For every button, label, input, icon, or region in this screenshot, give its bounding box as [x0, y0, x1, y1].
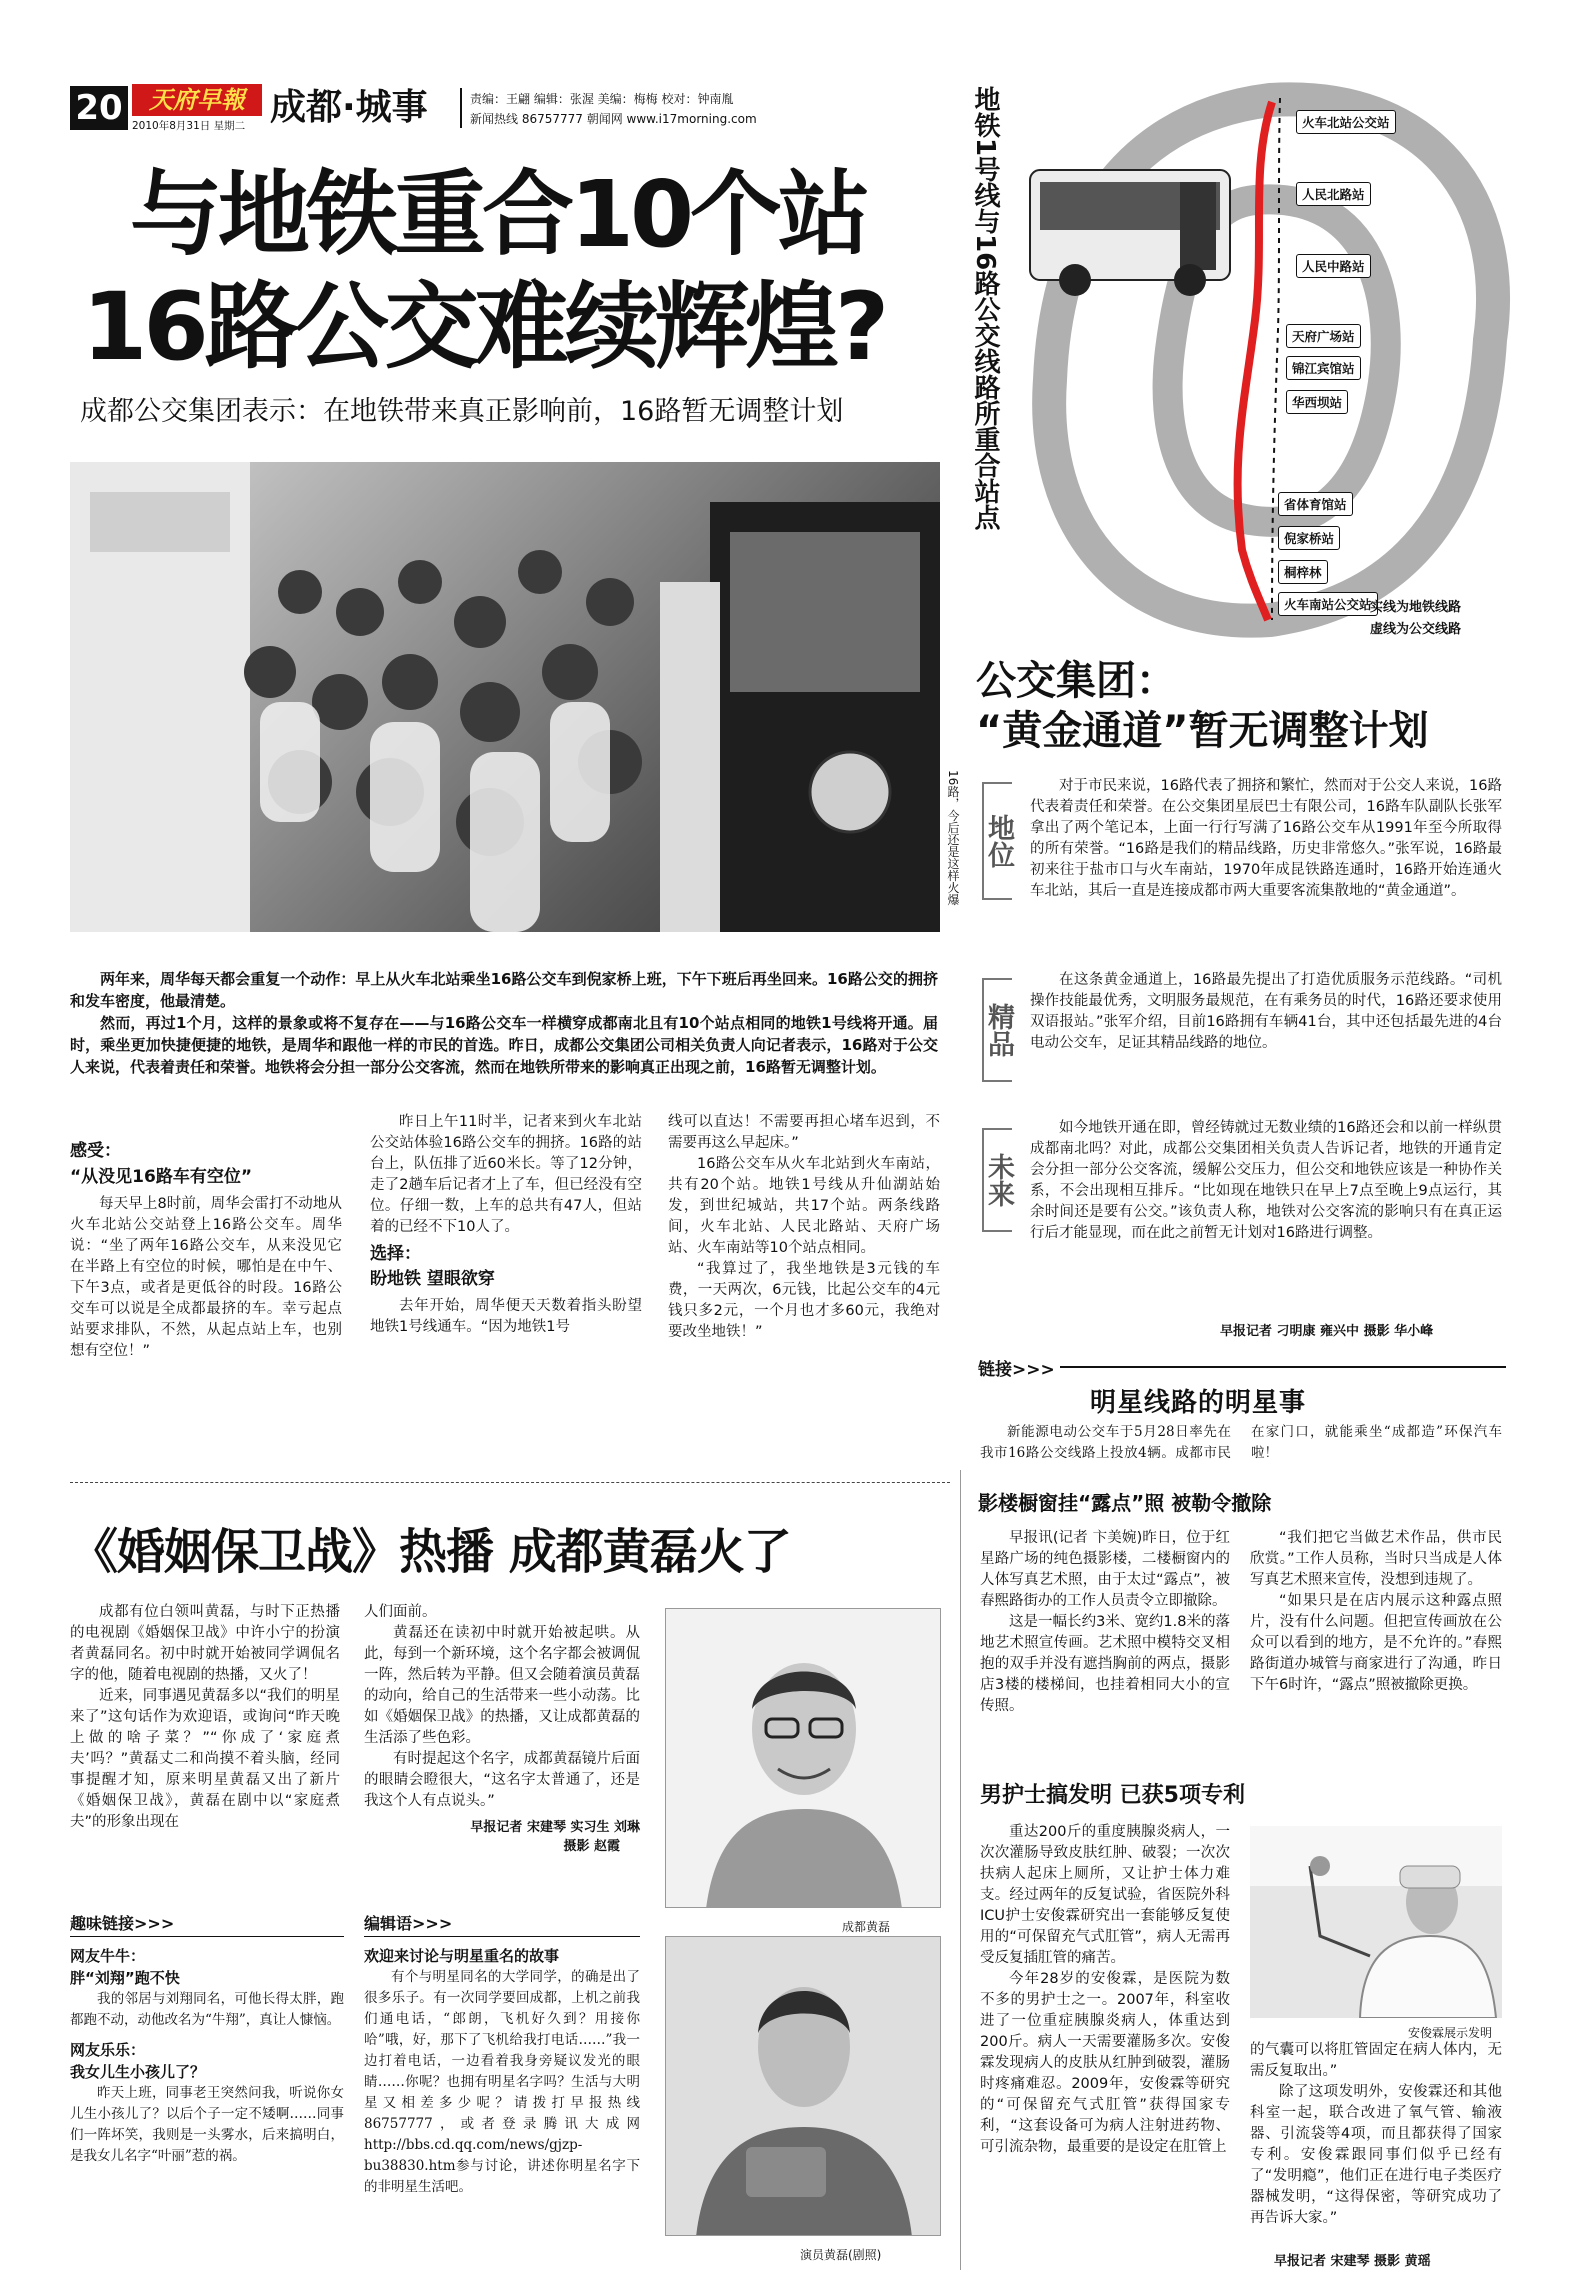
nurse-headline: 男护士搞发明 已获5项专利 [980, 1783, 1245, 1808]
lead-subtitle: 成都公交集团表示：在地铁带来真正影响前，16路暂无调整计划 [80, 396, 844, 427]
huanglei-headline: 《婚姻保卫战》热播 成都黄磊火了 [70, 1524, 791, 1580]
column-text: 每天早上8时前，周华会雷打不动地从火车北站公交站登上16路公交车。周华说：“坐了两年16路公交车，从来没见它在半路上有空位的时候，哪怕是在中午、下午3点，或者是更低谷的时段。16路公交车可以说是全成都最挤的车。幸亏起点站要求排队，不然，从起点站上车，也别想有空位！” [70, 1196, 342, 1359]
column-divider [960, 1470, 961, 2270]
fun-text: 昨天上班，同事老王突然问我，听说你女儿生小孩儿了？以后个子一定不矮啊……同事们一阵坏笑，我则是一头雾水，后来搞明白，是我女儿名字“叶丽”惹的祸。 [70, 2085, 344, 2164]
fun-links [70, 1912, 344, 2167]
column-text: “我算过了，我坐地铁是3元钱的车费，一天两次，6元钱，比起公交车的4元钱只多2元，一个月也才多60元，我绝对要改坐地铁！” [668, 1261, 940, 1340]
station-label: 火车南站公交站 [1278, 592, 1378, 616]
news-hotline: 新闻热线 86757777 朝闻网 www.i17morning.com [470, 112, 757, 126]
station-label: 人民中路站 [1296, 254, 1371, 278]
legend-dashed: 虚线为公交线路 [1370, 622, 1462, 637]
nurse-col1 [980, 1822, 1230, 2158]
link-title: 明星线路的明星事 [1090, 1388, 1307, 1418]
link-tag: 链接>>> [978, 1360, 1055, 1380]
station-label: 省体育馆站 [1278, 492, 1353, 516]
group-label-future: 未来 [982, 1128, 1012, 1232]
group-text-quality: 在这条黄金通道上，16路最先提出了打造优质服务示范线路。“司机操作技能最优秀，文明服务最规范，在有乘务员的时代，16路还要求使用双语报站。”张军介绍，目前16路拥有车辆41台，其中还包括最先进的4台电动公交车，足证其精品线路的地位。 [1030, 972, 1502, 1051]
story-text: 人们面前。 [364, 1604, 437, 1620]
shop-col2 [1250, 1528, 1502, 1696]
huanglei-photo2-caption: 演员黄磊(剧照) [800, 2248, 882, 2262]
editor-note-text: 有个与明星同名的大学同学，的确是出了很多乐子。有一次同学要回成都，上机之前我们通电话，“郎朗，飞机好久到？用接你哈”哦，好，那下了飞机给我打电话……”我一边打着电话，一边看着我身旁疑议发光的眼睛……你呢？也拥有明星名字吗？生活与大明星又相差多少呢？请拨打早报热线86757777，或者登录腾讯大成网http://bbs.cd.qq.com/news/gjzp-bu38830.htm参与讨论，讲述你明星名字下的非明星生活吧。 [364, 1969, 640, 2195]
station-label: 倪家桥站 [1278, 526, 1340, 550]
group-label-quality: 精品 [982, 978, 1012, 1082]
story-byline: 早报记者 宋建琴 实习生 刘琳 [470, 1820, 640, 1835]
masthead [70, 82, 840, 134]
crowd-bus-photo [70, 462, 940, 932]
section-divider [70, 1482, 950, 1483]
story-text: “我们把它当做艺术作品，供市民欣赏。”工作人员称，当时只当成是人体写真艺术照来宣传，没想到违规了。 [1250, 1530, 1502, 1588]
station-label: 锦江宾馆站 [1286, 356, 1361, 380]
huanglei-col1 [70, 1602, 340, 1833]
story-text: 这是一幅长约3米、宽约1.8米的落地艺术照宣传画。艺术照中模特交叉相抱的双手并没有遮挡胸前的两点，摄影店3楼的楼梯间，也挂着相同大小的宣传照。 [980, 1614, 1230, 1714]
story-text: 的气囊可以将肛管固定在病人体内，无需反复取出。” [1250, 2042, 1502, 2079]
station-label: 人民北路站 [1296, 182, 1371, 206]
huanglei-col2 [364, 1602, 640, 1854]
link-text: 新能源电动公交车于5月28日率先在我市16路公交线路上投放4辆。成都市民在家门口，就能乘坐“成都造”环保汽车啦！ [980, 1424, 1502, 1461]
huanglei-photo1-caption: 成都黄磊 [842, 1920, 891, 1934]
column-kicker: 感受： [70, 1141, 121, 1161]
route-map-title: 地铁1号线与16路公交线路所重合站点 [970, 86, 1000, 531]
fun-text: 我的邻居与刘翔同名，可他长得太胖，跑都跑不动，动他改名为“牛翔”，真让人慷恼。 [70, 1991, 344, 2028]
lead-column-2 [370, 1112, 642, 1338]
lead-column-3 [668, 1112, 940, 1343]
metro-line [1238, 102, 1272, 620]
legend-solid: 实线为地铁线路 [1370, 600, 1462, 615]
newspaper-logo: 天府早報 [132, 84, 262, 116]
section-title: 成都·城事 [270, 87, 428, 128]
route-map-graphic [1010, 80, 1530, 650]
lead-intro [70, 968, 938, 1078]
station-label: 华西坝站 [1286, 390, 1348, 414]
story-text: “如果只是在店内展示这种露点照片，没有什么问题。但把宣传画放在公众可以看到的地方，是不允许的。”春熙路街道办城管与商家进行了沟通，昨日下午6时许，“露点”照被撤除更换。 [1250, 1593, 1502, 1693]
fun-links-tag: 趣味链接>>> [70, 1912, 344, 1937]
link-rule [1060, 1366, 1506, 1368]
editor-note [364, 1912, 640, 2198]
column-heading: “从没见16路车有空位” [70, 1167, 253, 1187]
nurse-photo-caption: 安俊霖展示发明 [1408, 2026, 1493, 2040]
group-text-future: 如今地铁开通在即，曾经铸就过无数业绩的16路还会和以前一样纵贯成都南北吗？对此，成都公交集团相关负责人告诉记者，地铁的开通肯定会分担一部分公交客流，缓解公交压力，但公交和地铁应该是一种协作关系，不会出现相互排斥。“比如现在地铁只在早上7点至晚上9点运行，其余时间还是要有公交。”该负责人称，地铁对公交客流的影响只有在真正运行后才能显现，而在此之前暂无计划对16路进行调整。 [1030, 1120, 1502, 1241]
column-text: 昨日上午11时半，记者来到火车北站公交站体验16路公交车的拥挤。16路的站台上，队伍排了近60米长。等了12分钟，走了2趟车后记者才上了车，但已经没有空位。仔细一数，上车的总共有47人，但站着的已经不下10人了。 [370, 1114, 642, 1235]
story-text: 早报讯(记者 卞美婉)昨日，位于红星路广场的纯色摄影楼，二楼橱窗内的人体写真艺术照，由于太过“露点”，被春熙路街办的工作人员责令立即撤除。 [980, 1530, 1230, 1609]
station-label: 天府广场站 [1286, 324, 1361, 348]
lead-intro-paragraph: 两年来，周华每天都会重复一个动作：早上从火车北站乘坐16路公交车到倪家桥上班，下午下班后再坐回来。16路公交的拥挤和发车密度，他最清楚。 [70, 970, 938, 1010]
group-text-status: 对于市民来说，16路代表了拥挤和繁忙，然而对于公交人来说，16路代表着责任和荣誉。在公交集团星辰巴士有限公司，16路车队副队长张军拿出了两个笔记本，上面一行行写满了16路公交车从1991年至今所取得的所有荣誉。“16路是我们的精品线路，历史非常悠久。”张军说，16路最初来往于盐市口与火车南站，1970年成昆铁路连通时，16路开始连通火车北站，其后一直是连接成都市两大重要客流集散地的“黄金通道”。 [1030, 778, 1502, 899]
shop-headline: 影楼橱窗挂“露点”照 被勒令撤除 [978, 1491, 1272, 1515]
actor-photo [665, 1936, 941, 2236]
group-headline-line2: “黄金通道”暂无调整计划 [976, 708, 1429, 754]
story-text: 重达200斤的重度胰腺炎病人，一次次灌肠导致皮肤红肿、破裂；一次次扶病人起床上厕所，又让护士体力难支。经过两年的反复试验，省医院外科ICU护士安俊霖研究出一套能够反复使用的“可保留充气式肛管”，病人无需再受反复插肛管的痛苦。 [980, 1824, 1230, 1966]
story-text: 近来，同事遇见黄磊多以“我们的明星来了”这句话作为欢迎语，或询问“昨天晚上做的啥子菜？”“你成了‘家庭煮夫’吗？”黄磊丈二和尚摸不着头脑，经同事提醒才知，原来明星黄磊又出了新片《婚姻保卫战》，黄磊在剧中以“家庭煮夫”的形象出现在 [70, 1688, 340, 1830]
editor-note-tag: 编辑语>>> [364, 1912, 640, 1937]
editor-credits: 责编：王翩 编辑：张渥 美编：梅梅 校对：钟南胤 [470, 92, 734, 106]
story-text: 今年28岁的安俊霖，是医院为数不多的男护士之一。2007年，科室收进了一位重症胰腺炎病人，体重达到200斤。病人一天需要灌肠多次。安俊霖发现病人的皮肤从红肿到破裂，灌肠时疼痛难忍。2009年，安俊霖等研究的“可保留充气式肛管”获得国家专利，“这套设备可为病人注射进药物、可引流杂物，最重要的是设定在肛管上 [980, 1971, 1230, 2155]
lead-headline-line2: 16路公交难续辉煌? [82, 273, 886, 382]
story-text: 有时提起这个名字，成都黄磊镜片后面的眼睛会瞪很大，“这名字太普通了，还是我这个人有点说头。” [364, 1751, 640, 1809]
story-byline: 摄影 赵霞 [563, 1839, 620, 1854]
issue-date: 2010年8月31日 星期二 [132, 120, 246, 132]
lead-photo-caption: 16路，今后还是这样火爆 [946, 770, 960, 906]
group-label-status: 地位 [982, 782, 1012, 900]
fun-heading: 网友乐乐： [70, 2041, 146, 2059]
lead-headline-line1: 与地铁重合10个站 [130, 161, 867, 268]
huanglei-portrait-photo [665, 1608, 941, 1908]
nurse-photo [1250, 1826, 1502, 2018]
story-text: 除了这项发明外，安俊霖还和其他科室一起，联合改进了氧气管、输液器、引流袋等4项，而且都获得了国家专利。安俊霖跟同事们似乎已经有了“发明瘾”，他们正在进行电子类医疗器械发明，“这得保密，等研究成功了再告诉大家。” [1250, 2084, 1502, 2226]
shop-col1 [980, 1528, 1230, 1717]
route-map [1010, 80, 1530, 650]
page-number: 20 [70, 86, 128, 130]
nurse-col2 [1250, 2040, 1502, 2229]
group-headline-line1: 公交集团： [976, 658, 1176, 704]
story-text: 黄磊还在读初中时就开始被起哄。从此，每到一个新环境，这个名字都会被调侃一阵，然后转为平静。但又会随着演员黄磊的动向，给自己的生活带来一些小动荡。比如《婚姻保卫战》的热播，又让成都黄磊的生活添了些色彩。 [364, 1625, 640, 1746]
column-text: 线可以直达！不需要再担心堵车迟到，不需要再这么早起床。” [668, 1114, 940, 1151]
editor-note-heading: 欢迎来讨论与明星重名的故事 [364, 1947, 560, 1965]
masthead-divider [460, 88, 462, 128]
fun-heading: 我女儿生小孩儿了？ [70, 2063, 206, 2081]
column-text: 16路公交车从火车北站到火车南站，共有20个站。地铁1号线从升仙湖站始发，到世纪城站，共17个站。两条线路间，火车北站、人民北路站、天府广场站、火车南站等10个站点相同。 [668, 1156, 940, 1256]
station-label: 桐梓林 [1278, 560, 1328, 584]
column-heading: 选择： 盼地铁 望眼欲穿 [370, 1244, 495, 1289]
column-text: 去年开始，周华便天天数着指头盼望地铁1号线通车。“因为地铁1号 [370, 1298, 642, 1335]
story-text: 成都有位白领叫黄磊，与时下正热播的电视剧《婚姻保卫战》中许小宁的扮演者黄磊同名。初中时就开始被同学调侃名字的他，随着电视剧的热播，又火了！ [70, 1604, 340, 1683]
station-label: 火车北站公交站 [1296, 110, 1396, 134]
fun-heading: 胖“刘翔”跑不快 [70, 1969, 180, 1987]
group-byline: 早报记者 刁明康 雍兴中 摄影 华小峰 [1220, 1324, 1434, 1339]
fun-heading: 网友牛牛： [70, 1947, 146, 1965]
nurse-byline: 早报记者 宋建琴 摄影 黄瑶 [1274, 2254, 1431, 2269]
lead-intro-paragraph: 然而，再过1个月，这样的景象或将不复存在——与16路公交车一样横穿成都南北且有10个站点相同的地铁1号线将开通。届时，乘坐更加快捷便捷的地铁，是周华和跟他一样的市民的首选。昨日，成都公交集团公司相关负责人向记者表示，16路对于公交人来说，代表着责任和荣誉。地铁将会分担一部分公交客流，然而在地铁所带来的影响真正出现之前，16路暂无调整计划。 [70, 1014, 938, 1076]
lead-column-1 [70, 1138, 342, 1362]
